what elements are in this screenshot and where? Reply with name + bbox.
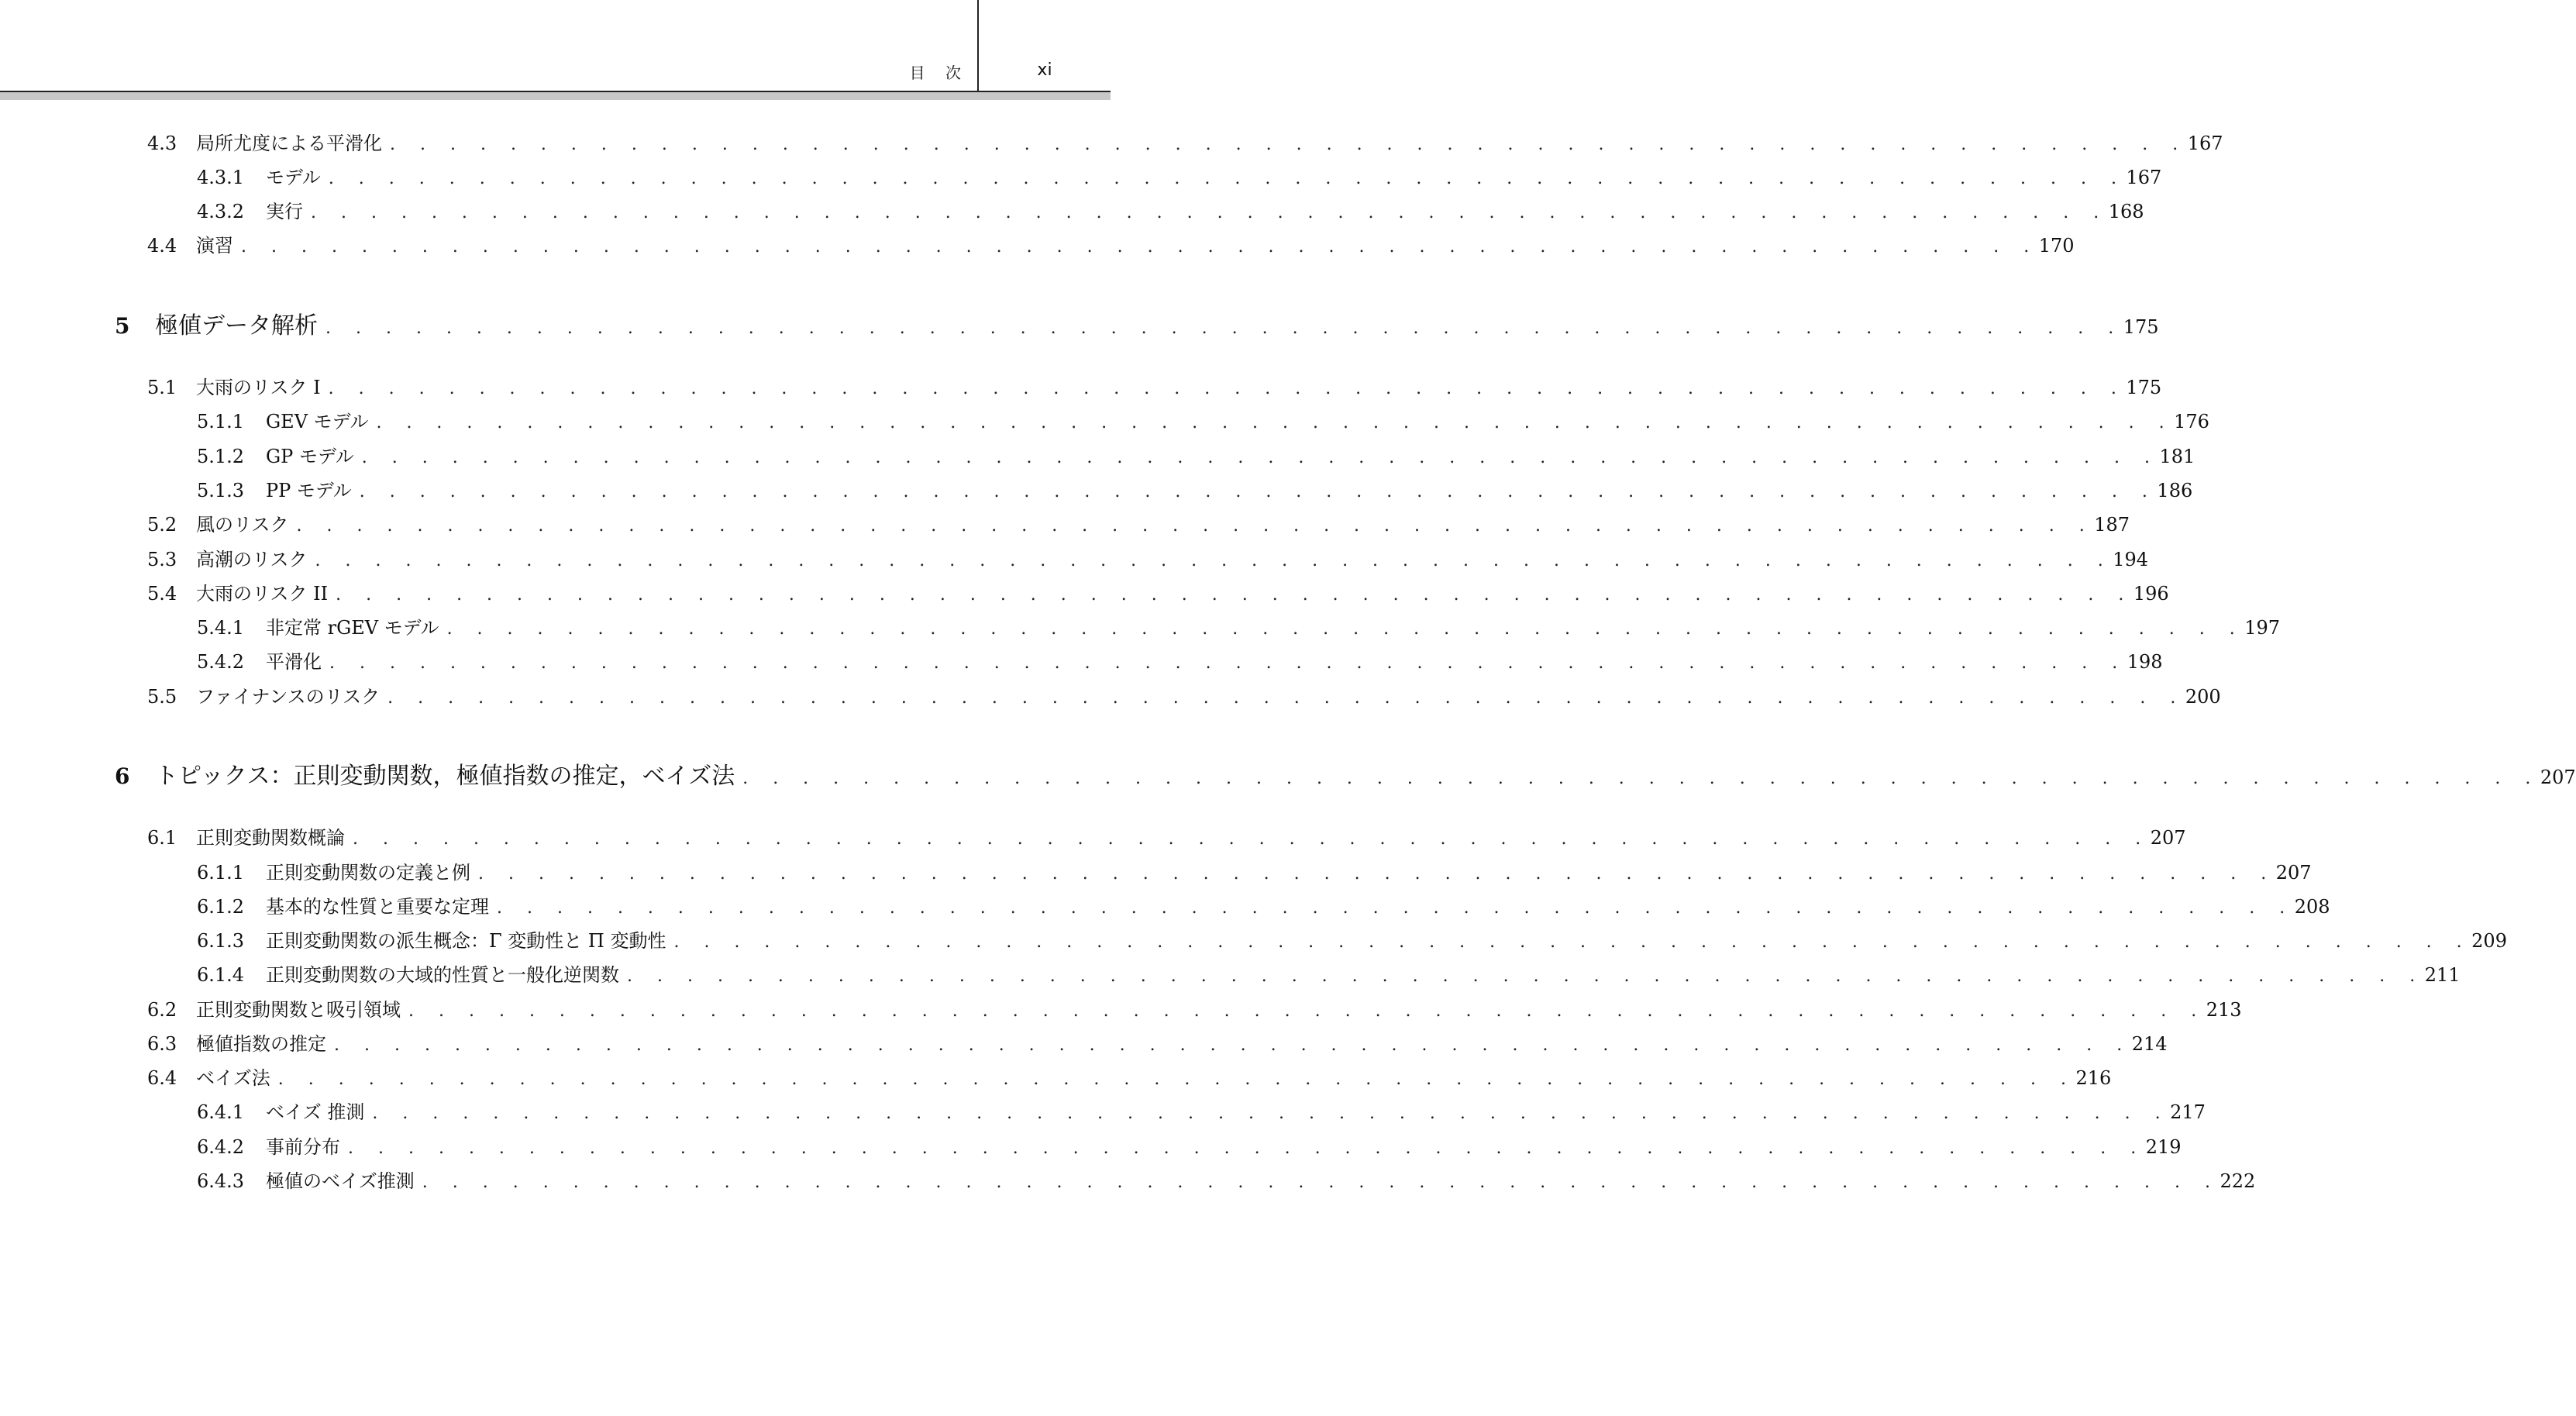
toc-dot-leader: . . . . . . . . . . . . . . . . . . . . . . . . . . . . . . . . . . . . . . . . . . . . . . . . . . . . . . . . . . . .	[446, 619, 2245, 639]
toc-dot-leader: . . . . . . . . . . . . . . . . . . . . . . . . . . . . . . . . . . . . . . . . . . . . . . . . . . . . . . . . . . . .	[328, 379, 2127, 398]
toc-dot-leader: . . . . . . . . . . . . . . . . . . . . . . . . . . . . . . . . . . . . . . . . . . . . . . . . . . . . . . . . . . . .	[408, 1001, 2206, 1021]
toc-dot-leader: . . . . . . . . . . . . . . . . . . . . . . . . . . . . . . . . . . . . . . . . . . . . . . . . . . . . . . . . . . . .	[359, 482, 2158, 501]
toc-dot-leader: . . . . . . . . . . . . . . . . . . . . . . . . . . . . . . . . . . . . . . . . . . . . . . . . . . . . . . . . . . . .	[348, 1139, 2146, 1158]
toc-entry-6-3[interactable]	[147, 1031, 2168, 1059]
toc-entry-6[interactable]	[115, 760, 2576, 795]
toc-entry-6-1-2[interactable]	[197, 894, 2330, 922]
toc-entry-number: 4.3	[147, 133, 177, 154]
toc-entry-6-2[interactable]	[147, 997, 2242, 1025]
toc-entry-title: 大雨のリスク I	[196, 377, 321, 398]
toc-entry-title: 高潮のリスク	[196, 549, 308, 570]
toc-dot-leader: . . . . . . . . . . . . . . . . . . . . . . . . . . . . . . . . . . . . . . . . . . . . . . . . . . . . . . . . . . . .	[390, 135, 2188, 154]
toc-entry-title: 基本的な性質と重要な定理	[266, 896, 489, 918]
toc-dot-leader: . . . . . . . . . . . . . . . . . . . . . . . . . . . . . . . . . . . . . . . . . . . . . . . . . . . . . . . . . . . .	[315, 551, 2113, 570]
toc-entry-5-1-3[interactable]	[197, 477, 2193, 505]
toc-entry-page: 207	[2150, 827, 2186, 849]
toc-dot-leader: . . . . . . . . . . . . . . . . . . . . . . . . . . . . . . . . . . . . . . . . . . . . . . . . . . . . . . . . . . . .	[361, 448, 2160, 467]
toc-entry-number: 5.2	[147, 514, 177, 536]
toc-entry-page: 208	[2294, 896, 2330, 918]
toc-entry-6-4[interactable]	[147, 1065, 2112, 1093]
toc-entry-page: 207	[2275, 862, 2312, 884]
toc-entry-page: 167	[2187, 133, 2223, 154]
toc-dot-leader: . . . . . . . . . . . . . . . . . . . . . . . . . . . . . . . . . . . . . . . . . . . . . . . . . . . . . . . . . . . .	[336, 585, 2133, 605]
toc-entry-4-3[interactable]	[147, 130, 2223, 158]
toc-dot-leader: . . . . . . . . . . . . . . . . . . . . . . . . . . . . . . . . . . . . . . . . . . . . . . . . . . . . . . . . . . . .	[387, 688, 2185, 708]
toc-dot-leader: . . . . . . . . . . . . . . . . . . . . . . . . . . . . . . . . . . . . . . . . . . . . . . . . . . . . . . . . . . . .	[277, 1070, 2076, 1089]
toc-entry-6-1-4[interactable]	[197, 962, 2461, 990]
toc-entry-4-3-1[interactable]	[197, 164, 2162, 192]
toc-entry-4-3-2[interactable]	[197, 198, 2144, 226]
toc-entry-title: GP モデル	[266, 446, 354, 467]
toc-entry-title: 正則変動関数と吸引領域	[196, 999, 401, 1021]
toc-entry-number: 6.3	[147, 1033, 177, 1055]
toc-entry-page: 186	[2157, 480, 2193, 501]
toc-entry-number: 5.4.1	[197, 617, 245, 639]
toc-entry-page: 187	[2094, 514, 2130, 536]
toc-entry-page: 216	[2075, 1067, 2112, 1089]
toc-entry-page: 175	[2126, 377, 2162, 398]
toc-entry-5-1-2[interactable]	[197, 443, 2195, 471]
toc-entry-title: ベイズ 推測	[266, 1101, 365, 1123]
toc-entry-page: 196	[2133, 583, 2169, 605]
toc-entry-title: 極値指数の推定	[196, 1033, 326, 1055]
toc-entry-6-1[interactable]	[147, 825, 2186, 853]
toc-dot-leader: . . . . . . . . . . . . . . . . . . . . . . . . . . . . . . . . . . . . . . . . . . . . . . . . . . . . . . . . . . . .	[497, 898, 2295, 918]
toc-entry-page: 175	[2123, 316, 2159, 338]
toc-dot-leader: . . . . . . . . . . . . . . . . . . . . . . . . . . . . . . . . . . . . . . . . . . . . . . . . . . . . . . . . . . . .	[742, 769, 2540, 788]
toc-entry-title: 正則変動関数概論	[196, 827, 345, 849]
toc-entry-page: 198	[2127, 651, 2163, 673]
toc-dot-leader: . . . . . . . . . . . . . . . . . . . . . . . . . . . . . . . . . . . . . . . . . . . . . . . . . . . . . . . . . . . .	[328, 169, 2127, 188]
toc-entry-page: 167	[2126, 167, 2162, 188]
toc-entry-page: 197	[2244, 617, 2281, 639]
toc-entry-number: 5.1	[147, 377, 177, 398]
toc-entry-number: 4.4	[147, 235, 177, 257]
toc-entry-number: 6.4	[147, 1067, 177, 1089]
toc-entry-title: 非定常 rGEV モデル	[266, 617, 439, 639]
toc-entry-number: 4.3.1	[197, 167, 245, 188]
toc-entry-title: 風のリスク	[196, 514, 289, 536]
toc-entry-5-2[interactable]	[147, 512, 2130, 539]
toc-dot-leader: . . . . . . . . . . . . . . . . . . . . . . . . . . . . . . . . . . . . . . . . . . . . . . . . . . . . . . . . . . . .	[241, 237, 2039, 257]
toc-entry-page: 214	[2131, 1033, 2168, 1055]
toc-entry-number: 5.5	[147, 686, 177, 708]
toc-entry-page: 219	[2145, 1136, 2182, 1158]
toc-entry-page: 181	[2159, 446, 2195, 467]
toc-entry-5-3[interactable]	[147, 546, 2149, 574]
toc-entry-title: ファイナンスのリスク	[196, 686, 381, 708]
toc-entry-number: 5.3	[147, 549, 177, 570]
toc-entry-number: 6.1.4	[197, 964, 245, 986]
toc-entry-page: 211	[2424, 964, 2461, 986]
toc-entry-number: 5.4	[147, 583, 177, 605]
toc-entry-title: 極値のベイズ推測	[266, 1170, 415, 1192]
toc-entry-6-4-2[interactable]	[197, 1134, 2182, 1162]
toc-dot-leader: . . . . . . . . . . . . . . . . . . . . . . . . . . . . . . . . . . . . . . . . . . . . . . . . . . . . . . . . . . . .	[296, 516, 2095, 536]
header-page-number: xi	[1037, 60, 1052, 80]
toc-entry-number: 6.2	[147, 999, 177, 1021]
toc-dot-leader: . . . . . . . . . . . . . . . . . . . . . . . . . . . . . . . . . . . . . . . . . . . . . . . . . . . . . . . . . . . .	[334, 1035, 2132, 1055]
toc-entry-page: 194	[2113, 549, 2149, 570]
toc-entry-page: 213	[2206, 999, 2242, 1021]
toc-dot-leader: . . . . . . . . . . . . . . . . . . . . . . . . . . . . . . . . . . . . . . . . . . . . . . . . . . . . . . . . . . . .	[673, 932, 2472, 952]
toc-entry-number: 5.1.2	[197, 446, 245, 467]
toc-entry-4-4[interactable]	[147, 233, 2075, 260]
header-section-title: 目 次	[909, 64, 969, 82]
toc-entry-title: 事前分布	[266, 1136, 340, 1158]
toc-entry-6-1-1[interactable]	[197, 860, 2312, 887]
toc-entry-number: 6.1.3	[197, 930, 245, 952]
toc-entry-number: 5	[115, 313, 130, 339]
toc-entry-5-1-1[interactable]	[197, 408, 2209, 436]
toc-entry-page: 200	[2185, 686, 2221, 708]
toc-entry-title: 正則変動関数の派生概念：Γ 変動性と Π 変動性	[266, 930, 666, 952]
toc-dot-leader: . . . . . . . . . . . . . . . . . . . . . . . . . . . . . . . . . . . . . . . . . . . . . . . . . . . . . . . . . . . .	[422, 1173, 2220, 1192]
toc-entry-number: 4.3.2	[197, 201, 245, 222]
toc-entry-title: モデル	[266, 167, 321, 188]
toc-entry-5-4-1[interactable]	[197, 615, 2281, 643]
toc-entry-number: 6.1	[147, 827, 177, 849]
toc-entry-5[interactable]	[115, 310, 2159, 345]
toc-entry-number: 6	[115, 763, 130, 789]
toc-entry-page: 217	[2170, 1101, 2206, 1123]
toc-dot-leader: . . . . . . . . . . . . . . . . . . . . . . . . . . . . . . . . . . . . . . . . . . . . . . . . . . . . . . . . . . . .	[329, 653, 2127, 673]
toc-entry-title: 正則変動関数の大域的性質と一般化逆関数	[266, 964, 619, 986]
toc-entry-title: 平滑化	[266, 651, 322, 673]
toc-entry-page: 168	[2108, 201, 2144, 222]
toc-entry-5-1[interactable]	[147, 374, 2162, 402]
toc-entry-title: 大雨のリスク II	[196, 583, 329, 605]
toc-entry-5-5[interactable]	[147, 684, 2221, 711]
toc-entry-number: 6.4.2	[197, 1136, 245, 1158]
toc-entry-title: ベイズ法	[196, 1067, 270, 1089]
toc-entry-number: 6.4.3	[197, 1170, 245, 1192]
toc-entry-title: 局所尤度による平滑化	[196, 133, 382, 154]
toc-entry-title: GEV モデル	[266, 411, 369, 432]
toc-dot-leader: . . . . . . . . . . . . . . . . . . . . . . . . . . . . . . . . . . . . . . . . . . . . . . . . . . . . . . . . . . . .	[325, 319, 2123, 338]
toc-entry-6-4-1[interactable]	[197, 1099, 2206, 1127]
toc-entry-title: PP モデル	[266, 480, 352, 501]
toc-entry-page: 170	[2038, 235, 2075, 257]
toc-entry-number: 6.1.2	[197, 896, 245, 918]
toc-entry-title: 実行	[266, 201, 303, 222]
toc-entry-number: 5.4.2	[197, 651, 245, 673]
toc-entry-title: トピックス：正則変動関数，極値指数の推定，ベイズ法	[155, 763, 735, 790]
toc-dot-leader: . . . . . . . . . . . . . . . . . . . . . . . . . . . . . . . . . . . . . . . . . . . . . . . . . . . . . . . . . . . .	[478, 864, 2276, 884]
toc-entry-5-4[interactable]	[147, 581, 2169, 608]
toc-dot-leader: . . . . . . . . . . . . . . . . . . . . . . . . . . . . . . . . . . . . . . . . . . . . . . . . . . . . . . . . . . . .	[353, 829, 2151, 849]
toc-entry-number: 6.4.1	[197, 1101, 245, 1123]
toc-dot-leader: . . . . . . . . . . . . . . . . . . . . . . . . . . . . . . . . . . . . . . . . . . . . . . . . . . . . . . . . . . . .	[372, 1104, 2171, 1123]
toc-entry-title: 極値データ解析	[155, 312, 318, 339]
toc-entry-number: 5.1.3	[197, 480, 245, 501]
toc-entry-number: 6.1.1	[197, 862, 245, 884]
toc-entry-page: 222	[2220, 1170, 2256, 1192]
header-shade-band	[0, 92, 1111, 100]
toc-entry-5-4-2[interactable]	[197, 649, 2163, 677]
toc-dot-leader: . . . . . . . . . . . . . . . . . . . . . . . . . . . . . . . . . . . . . . . . . . . . . . . . . . . . . . . . . . . .	[311, 203, 2109, 222]
toc-entry-page: 176	[2174, 411, 2209, 432]
toc-entry-page: 209	[2471, 930, 2507, 952]
toc-entry-6-4-3[interactable]	[197, 1168, 2256, 1196]
toc-entry-number: 5.1.1	[197, 411, 245, 432]
toc-dot-leader: . . . . . . . . . . . . . . . . . . . . . . . . . . . . . . . . . . . . . . . . . . . . . . . . . . . . . . . . . . . .	[627, 966, 2425, 986]
toc-entry-title: 演習	[196, 235, 233, 257]
toc-entry-title: 正則変動関数の定義と例	[266, 862, 470, 884]
toc-entry-6-1-3[interactable]	[197, 928, 2507, 956]
toc-dot-leader: . . . . . . . . . . . . . . . . . . . . . . . . . . . . . . . . . . . . . . . . . . . . . . . . . . . . . . . . . . . .	[376, 413, 2175, 432]
toc-entry-page: 207	[2540, 767, 2576, 788]
running-header	[0, 0, 1111, 101]
